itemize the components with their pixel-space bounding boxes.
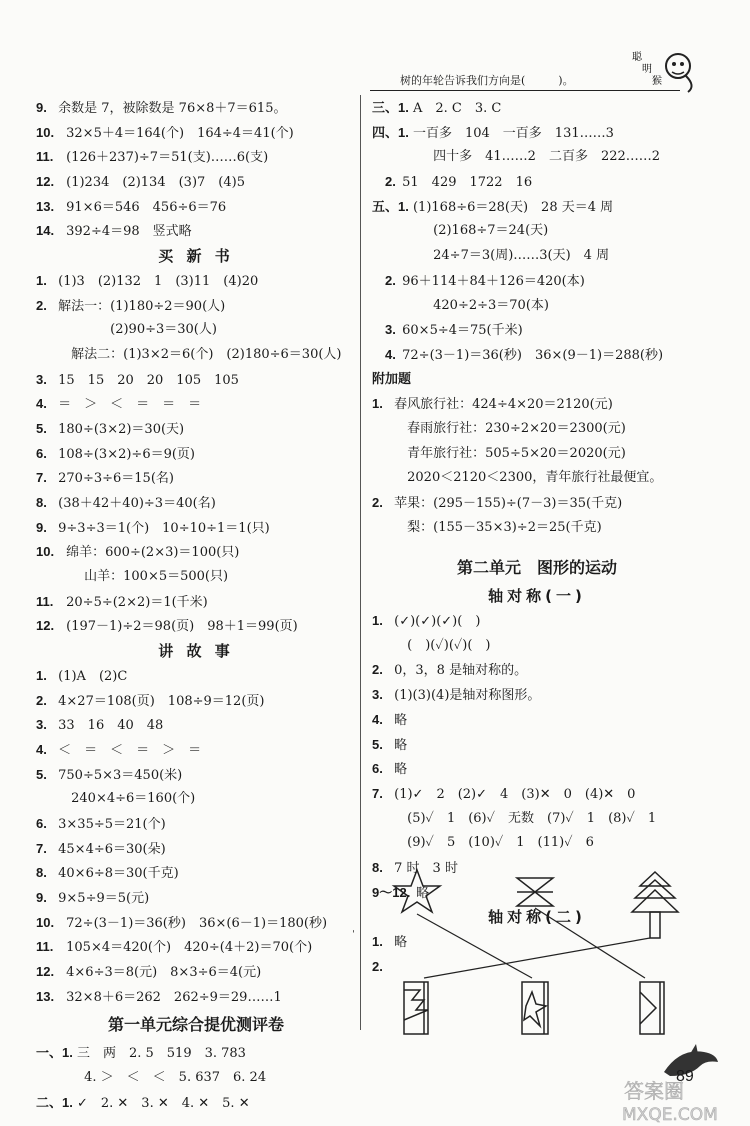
answer-line bbox=[36, 121, 356, 146]
column-divider bbox=[360, 95, 361, 1030]
answer-text: 24÷7＝3(周)……3(天) 4 周 bbox=[394, 248, 610, 264]
folded-hourglass-half bbox=[640, 982, 664, 1034]
answer-line bbox=[36, 565, 356, 590]
answer-line bbox=[36, 935, 356, 960]
item-number: 4. bbox=[36, 741, 47, 757]
header-riddle: 树的年轮告诉我们方向是( )。 bbox=[400, 74, 574, 87]
item-number: 1. bbox=[36, 667, 47, 683]
star-shape bbox=[394, 870, 440, 912]
answer-text: (✓)(✓)(✓)( ) bbox=[394, 614, 481, 630]
answer-text: (5)✓ 1 (6)✓ 无数 (7)✓ 1 (8)✓ 1 bbox=[394, 810, 657, 826]
item-number: 3. bbox=[372, 322, 396, 338]
answer-text: 余数是 7，被除数是 76×8＋7＝615。 bbox=[58, 101, 287, 116]
answer-column-left bbox=[36, 96, 356, 1116]
answer-text: (9)✓ 5 (10)✓ 1 (11)✓ 6 bbox=[394, 835, 594, 851]
answer-line bbox=[372, 609, 702, 634]
answer-line bbox=[372, 294, 702, 319]
answer-column-right bbox=[372, 96, 702, 979]
bonus-heading: 附加题 bbox=[372, 371, 412, 387]
answer-line bbox=[372, 195, 702, 220]
answer-line bbox=[372, 634, 702, 659]
item-number: 9～12. bbox=[372, 884, 411, 900]
answer-text: 91×6＝546 456÷6＝76 bbox=[66, 199, 227, 215]
axis-symmetry-matching-figure bbox=[372, 860, 702, 1040]
item-number: 8. bbox=[372, 859, 383, 875]
answer-line bbox=[372, 343, 702, 368]
svg-text:明: 明 bbox=[642, 64, 652, 75]
answer-text: 32×5＋4＝164(个) 164÷4＝41(个) bbox=[66, 125, 294, 141]
item-number: 13. bbox=[36, 988, 55, 1004]
answer-line bbox=[36, 491, 356, 516]
answer-text: ✓ 2. ✕ 3. ✕ 4. ✕ 5. ✕ bbox=[76, 1095, 250, 1111]
answer-text: 7 时 3 时 bbox=[394, 860, 458, 876]
answer-text: 33 16 40 48 bbox=[58, 718, 164, 734]
page-number: 89 bbox=[676, 1068, 694, 1085]
item-number: 5. bbox=[36, 766, 47, 782]
section-title: 买 新 书 bbox=[158, 247, 234, 266]
section-title: 轴对称(二) bbox=[488, 908, 586, 927]
answer-line bbox=[36, 1066, 356, 1091]
item-number: 2. bbox=[372, 495, 383, 510]
item-number: 11. bbox=[36, 149, 54, 165]
answer-line bbox=[36, 466, 356, 491]
answer-line bbox=[372, 466, 702, 491]
answer-line bbox=[36, 713, 356, 738]
answer-line bbox=[36, 985, 356, 1010]
answer-line bbox=[372, 733, 702, 758]
answer-text: 青年旅行社：505÷5×20＝2020(元) bbox=[394, 445, 626, 461]
watermark-logo bbox=[618, 1072, 746, 1124]
item-number: 10. bbox=[36, 914, 55, 930]
answer-text: 51 429 1722 16 bbox=[402, 175, 533, 191]
item-number: 2. bbox=[36, 692, 47, 708]
answer-text: 9×5÷9＝5(元) bbox=[58, 891, 150, 906]
item-number: 10. bbox=[36, 124, 55, 140]
answer-text: 420÷2÷3＝70(本) bbox=[394, 297, 549, 313]
answer-text: 392÷4＝98 竖式略 bbox=[66, 224, 192, 240]
answer-line bbox=[372, 145, 702, 170]
item-number: 8. bbox=[36, 865, 47, 881]
item-number: 8. bbox=[36, 495, 47, 510]
answer-line bbox=[372, 121, 702, 146]
item-number: 三、1. bbox=[372, 100, 409, 115]
mascot-text: 聪 bbox=[632, 52, 642, 63]
answer-text: 72÷(3－1)＝36(秒) 36×(9－1)＝288(秒) bbox=[402, 347, 664, 363]
section-title: 轴对称(一) bbox=[488, 587, 586, 606]
answer-text: 240×4÷6＝160(个) bbox=[58, 791, 196, 807]
answer-text: 山羊：100×5＝500(只) bbox=[58, 569, 229, 585]
item-number: 11. bbox=[36, 593, 54, 609]
answer-text: (1)234 (2)134 (3)7 (4)5 bbox=[66, 175, 245, 191]
answer-line bbox=[372, 96, 702, 121]
answer-line bbox=[36, 1091, 356, 1116]
answer-line bbox=[36, 590, 356, 615]
answer-text: ( )(✓)(✓)( ) bbox=[394, 637, 491, 653]
answer-text: (1)(3)(4)是轴对称图形。 bbox=[394, 688, 541, 704]
answer-text: 4×27＝108(页) 108÷9＝12(页) bbox=[58, 693, 265, 709]
item-number: 一、1. bbox=[36, 1045, 73, 1061]
answer-line bbox=[36, 960, 356, 985]
answer-line bbox=[36, 886, 356, 911]
answer-text: 解法一：(1)180÷2＝90(人) bbox=[58, 298, 226, 314]
item-number: 12. bbox=[36, 964, 55, 980]
item-number: 11. bbox=[36, 939, 54, 955]
answer-line bbox=[372, 170, 702, 195]
answer-text: 60×5÷4＝75(千米) bbox=[402, 323, 523, 339]
item-number: 7. bbox=[36, 470, 47, 486]
answer-text: 解法二：(1)3×2＝6(个) (2)180÷6＝30(人) bbox=[58, 346, 342, 362]
svg-text:MXQE.COM: MXQE.COM bbox=[622, 1105, 718, 1124]
answer-text: 45×4÷6＝30(朵) bbox=[58, 841, 166, 857]
answer-line bbox=[372, 269, 702, 294]
answer-line bbox=[36, 516, 356, 541]
unit-title: 第一单元综合提优测评卷 bbox=[107, 1015, 284, 1035]
answer-text: 20÷5÷(2×2)＝1(千米) bbox=[66, 594, 208, 610]
item-number: 5. bbox=[36, 420, 47, 436]
answer-line bbox=[36, 911, 356, 936]
answer-line bbox=[36, 614, 356, 639]
answer-text: 9÷3÷3＝1(个) 10÷10÷1＝1(只) bbox=[58, 520, 270, 536]
answer-text: 270÷3÷6＝15(名) bbox=[58, 471, 174, 487]
answer-text: 96＋114＋84＋126＝420(本) bbox=[402, 273, 585, 289]
answer-line bbox=[372, 831, 702, 856]
answer-text: 略 bbox=[394, 935, 408, 950]
answer-line bbox=[372, 757, 702, 782]
answer-line bbox=[36, 664, 356, 689]
answer-line bbox=[372, 318, 702, 343]
item-number: 4. bbox=[372, 346, 396, 362]
item-number: 3. bbox=[36, 371, 47, 387]
answer-line bbox=[36, 219, 356, 244]
answer-line bbox=[36, 763, 356, 788]
item-number: 3. bbox=[372, 687, 383, 703]
answer-line bbox=[36, 837, 356, 862]
item-number: 四、1. bbox=[372, 124, 409, 140]
answer-line bbox=[372, 392, 702, 417]
item-number: 14. bbox=[36, 223, 55, 239]
unit-title: 第二单元 图形的运动 bbox=[456, 558, 617, 578]
answer-line bbox=[36, 195, 356, 220]
item-number: 10. bbox=[36, 544, 55, 560]
answer-line bbox=[372, 807, 702, 832]
answer-line bbox=[372, 219, 702, 244]
item-number: 6. bbox=[36, 815, 47, 831]
answer-line bbox=[36, 318, 356, 343]
answer-line bbox=[372, 491, 702, 516]
item-number: 1. bbox=[372, 934, 383, 949]
answer-text: 4×6÷3＝8(元) 8×3÷6＝4(元) bbox=[66, 965, 262, 981]
answer-line bbox=[36, 294, 356, 319]
answer-text: 一百多 104 一百多 131……3 bbox=[412, 125, 614, 141]
answer-text: (2)90÷3＝30(人) bbox=[58, 322, 217, 338]
matching-lines bbox=[417, 908, 650, 978]
answer-line bbox=[372, 516, 702, 541]
item-number: 6. bbox=[372, 761, 383, 777]
answer-line bbox=[36, 1041, 356, 1066]
answer-line bbox=[36, 96, 356, 121]
answer-text: 春雨旅行社：230÷2×20＝2300(元) bbox=[394, 420, 626, 436]
item-number: 12. bbox=[36, 618, 55, 634]
answer-text: 绵羊：600÷(2×3)＝100(只) bbox=[66, 545, 240, 561]
item-number: 2. bbox=[372, 662, 383, 678]
answer-text: (1)✓ 2 (2)✓ 4 (3)✕ 0 (4)✕ 0 bbox=[394, 786, 636, 802]
item-number: 13. bbox=[36, 198, 55, 214]
item-number: 9. bbox=[36, 890, 47, 905]
answer-line bbox=[36, 343, 356, 368]
item-number: 二、1. bbox=[36, 1094, 73, 1110]
answer-text: ＝ ＞ ＜ ＝ ＝ ＝ bbox=[58, 397, 202, 413]
hourglass-shape bbox=[517, 878, 553, 906]
svg-text:答案圈: 答案圈 bbox=[624, 1079, 684, 1103]
answer-line bbox=[36, 738, 356, 763]
answer-text: 略 bbox=[394, 712, 408, 728]
answer-text: (197－1)÷2＝98(页) 98＋1＝99(页) bbox=[66, 619, 298, 635]
spacer bbox=[372, 540, 702, 552]
item-number: 3. bbox=[36, 717, 47, 733]
answer-line bbox=[372, 442, 702, 467]
answer-line bbox=[372, 417, 702, 442]
monkey-mascot-icon bbox=[628, 44, 698, 96]
answer-text: 105×4＝420(个) 420÷(4＋2)＝70(个) bbox=[66, 940, 313, 956]
answer-line bbox=[36, 812, 356, 837]
answer-text: (38＋42＋40)÷3＝40(名) bbox=[58, 496, 216, 511]
item-number: 9. bbox=[36, 519, 47, 535]
answer-text: A 2. C 3. C bbox=[412, 101, 502, 116]
answer-text: (1)A (2)C bbox=[58, 668, 128, 684]
item-number: 五、1. bbox=[372, 198, 409, 214]
item-number: 1. bbox=[372, 613, 383, 629]
answer-text: (1)3 (2)132 1 (3)11 (4)20 bbox=[58, 273, 259, 289]
answer-line bbox=[36, 269, 356, 294]
answer-text: (126＋237)÷7＝51(支)……6(支) bbox=[66, 150, 269, 166]
item-number: 7. bbox=[372, 785, 383, 801]
answer-text: 108÷(3×2)÷6＝9(页) bbox=[58, 446, 196, 462]
answer-text: 180÷(3×2)＝30(天) bbox=[58, 421, 185, 437]
answer-text: 15 15 20 20 105 105 bbox=[58, 372, 239, 388]
answer-text: ＜ ＝ ＜ ＝ ＞ ＝ bbox=[58, 742, 202, 758]
answer-line bbox=[36, 442, 356, 467]
answer-line bbox=[372, 244, 702, 269]
answer-text: 略 bbox=[416, 885, 430, 901]
item-number: 1. bbox=[372, 396, 383, 412]
answer-line bbox=[36, 540, 356, 565]
answer-text: 春风旅行社：424÷4×20＝2120(元) bbox=[394, 397, 613, 413]
svg-text:猴: 猴 bbox=[652, 76, 662, 87]
answer-text: 三 两 2. 5 519 3. 783 bbox=[76, 1046, 246, 1062]
answer-text: 四十多 41……2 二百多 222……2 bbox=[394, 149, 661, 165]
section-title: 讲 故 事 bbox=[158, 642, 234, 661]
answer-text: 2020＜2120＜2300，青年旅行社最便宜。 bbox=[394, 470, 663, 486]
answer-text: 3×35÷5＝21(个) bbox=[58, 816, 166, 832]
item-number: 9. bbox=[36, 100, 47, 115]
item-number: 5. bbox=[372, 736, 383, 752]
answer-text: 梨：(155－35×3)÷2＝25(千克) bbox=[394, 519, 602, 535]
answer-text: 0，3，8 是轴对称的。 bbox=[394, 663, 528, 679]
answer-line bbox=[372, 658, 702, 683]
item-number: 2. bbox=[372, 272, 396, 288]
answer-text: 4. ＞ ＜ ＜ 5. 637 6. 24 bbox=[58, 1070, 267, 1086]
answer-line bbox=[36, 170, 356, 195]
folded-tree-half bbox=[404, 982, 428, 1034]
answer-text: 72÷(3－1)＝36(秒) 36×(6－1)＝180(秒) bbox=[66, 915, 328, 931]
item-number: 4. bbox=[372, 711, 383, 727]
item-number: 7. bbox=[36, 840, 47, 856]
answer-line bbox=[36, 861, 356, 886]
item-number: 4. bbox=[36, 396, 47, 412]
answer-text: 苹果：(295－155)÷(7－3)＝35(千克) bbox=[394, 496, 623, 511]
answer-line bbox=[36, 787, 356, 812]
stray-mark: ˈ bbox=[352, 930, 355, 941]
answer-line bbox=[372, 708, 702, 733]
folded-star-half bbox=[522, 982, 548, 1034]
answer-line bbox=[36, 417, 356, 442]
answer-line bbox=[36, 368, 356, 393]
answer-text: 750÷5×3＝450(米) bbox=[58, 767, 183, 783]
answer-text: 略 bbox=[394, 762, 408, 778]
tree-shape bbox=[632, 872, 678, 938]
answer-line bbox=[36, 392, 356, 417]
answer-text: 32×8＋6＝262 262÷9＝29……1 bbox=[66, 989, 282, 1005]
answer-line bbox=[372, 683, 702, 708]
answer-line bbox=[372, 782, 702, 807]
answer-text: 略 bbox=[394, 737, 408, 753]
item-number: 2. bbox=[36, 297, 47, 313]
item-number: 12. bbox=[36, 174, 55, 190]
item-number: 6. bbox=[36, 445, 47, 461]
answer-line bbox=[36, 689, 356, 714]
answer-text: (1)168÷6＝28(天) 28 天＝4 周 bbox=[412, 199, 614, 215]
item-number: 2. bbox=[372, 958, 383, 974]
item-number: 2. bbox=[372, 174, 396, 190]
answer-text: 40×6÷8＝30(千克) bbox=[58, 866, 179, 882]
answer-line bbox=[36, 145, 356, 170]
item-number: 1. bbox=[36, 272, 47, 288]
answer-text: (2)168÷7＝24(天) bbox=[394, 223, 549, 239]
